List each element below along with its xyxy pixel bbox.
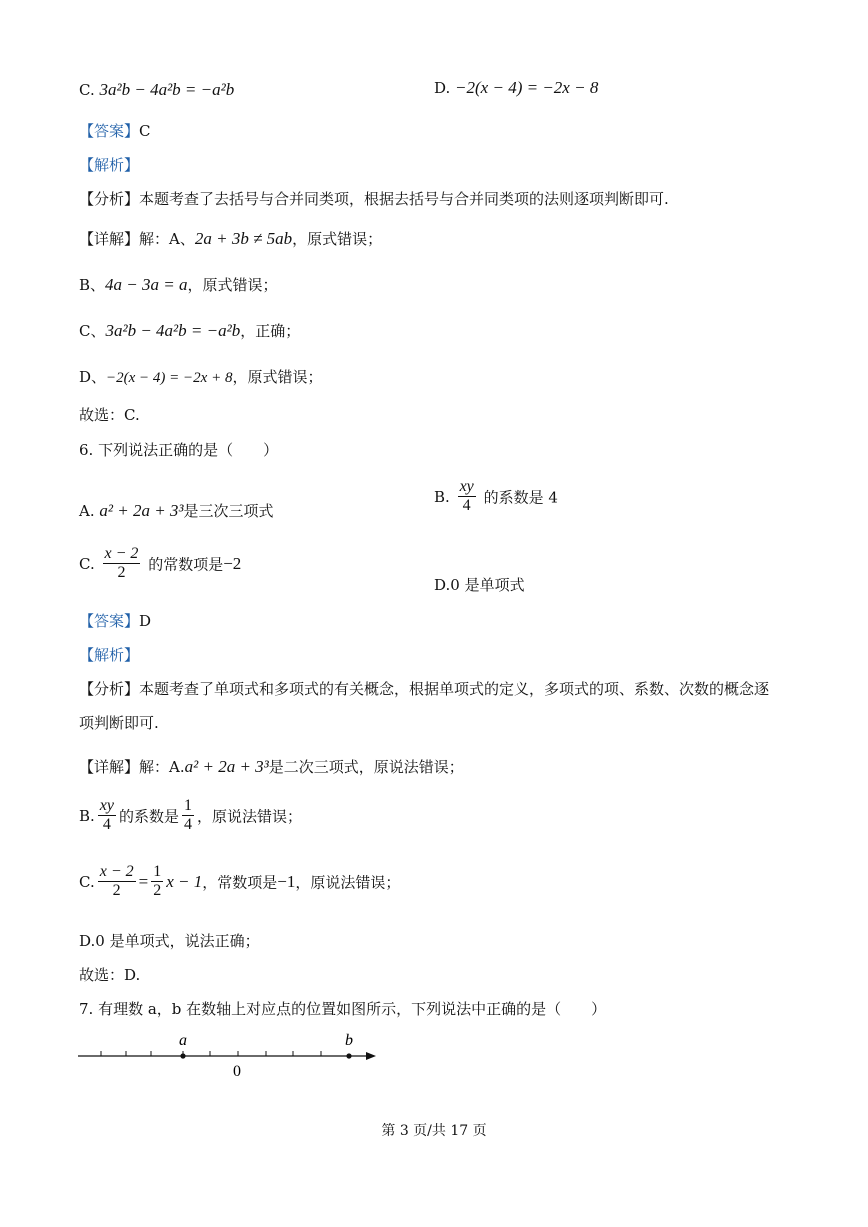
q5-analysis-heading [79,154,139,175]
q5-detail-b [79,274,278,295]
fraction-numerator: x − 2 [103,545,141,564]
fraction-denominator: 4 [462,497,471,515]
detail-suffix: ，原式错误； [187,276,278,294]
q6-fenxi-line1 [79,678,769,699]
fenxi-tag: 【分析】 [79,680,140,698]
math-expression: 4a − 3a = a [105,275,188,294]
label-a: a [179,1032,187,1049]
answer-tag: 【答案】 [79,612,140,630]
fenxi-text: 本题考查了单项式和多项式的有关概念，根据单项式的定义，多项式的项、系数、次数的概念逐 [139,680,770,698]
fraction [458,478,476,516]
fraction-denominator: 4 [102,816,111,834]
detail-prefix: B. [79,806,95,825]
answer-tag: 【答案】 [79,122,140,140]
equals-sign: = [138,871,149,891]
math-expression: 2a + 3b ≠ 5ab [194,229,293,248]
answer-value: D [139,612,152,630]
q5-detail-d [79,366,322,387]
option-label: D. [434,79,451,97]
fraction-denominator: 4 [184,816,193,834]
choose-text: 故选：C. [79,406,140,424]
math-expression: a² + 2a + 3³ [99,501,184,520]
fraction [103,545,141,583]
detail-suffix: ，原说法错误； [197,807,303,826]
q6-answer [79,610,151,631]
math-expression: −2(x − 4) = −2x + 8 [106,370,233,386]
analysis-tag: 【解析】 [79,646,140,664]
q6-detail-d [79,930,260,951]
option-label: C. [79,81,95,99]
math-expression: −2(x − 4) = −2x − 8 [455,78,599,97]
math-expression: x − 1 [166,871,203,891]
q6-option-b [434,478,558,516]
math-value: −1 [277,871,296,891]
q5-detail-c [79,320,300,341]
point-b [346,1053,351,1058]
q5-choose [79,404,140,425]
q7-stem [79,998,606,1019]
q6-fenxi-line2 [79,712,159,733]
question-stem: 6. 下列说法正确的是（ ） [79,441,279,459]
detail-suffix: ，常数项是 [202,873,278,892]
detail-prefix: D、 [79,368,107,386]
fraction [98,797,116,835]
detail-prefix: C. [79,872,95,891]
tick-marks [101,1051,321,1056]
label-zero: 0 [233,1063,241,1080]
detail-suffix: ，正确； [240,322,301,340]
fraction-numerator: 1 [182,797,194,816]
q5-option-c [79,80,234,100]
fraction [98,863,136,901]
question-stem: 7. 有理数 a，b 在数轴上对应点的位置如图所示，下列说法中正确的是（ ） [79,1000,607,1018]
detail-prefix: 解：A、 [139,230,195,248]
detail-suffix: ，原式错误； [292,230,383,248]
option-label: C. [79,554,95,573]
math-expression: 3a²b − 4a²b = −a²b [99,80,235,99]
math-expression: 3a²b − 4a²b = −a²b [105,321,241,340]
fenxi-text: 项判断即可. [79,714,159,732]
arrow-head-icon [366,1052,376,1060]
option-label: D. [434,576,451,594]
q6-choose [79,964,140,985]
option-text: 是三次三项式 [183,502,274,520]
q6-option-a [79,500,274,521]
q6-detail-c [79,863,400,901]
q6-analysis-heading [79,644,139,665]
detail-suffix: 是二次三项式，原说法错误； [268,758,464,776]
detail-suffix: ，原式错误； [232,368,323,386]
option-label: B. [434,487,450,506]
q6-option-d [434,574,525,595]
point-a [180,1053,185,1058]
detail-suffix: ，原说法错误； [295,873,401,892]
fraction-numerator: xy [458,478,476,497]
q6-detail-a [79,756,464,777]
fraction-denominator: 2 [153,882,162,900]
fraction-numerator: xy [98,797,116,816]
q5-fenxi [79,188,669,209]
detail-prefix: C、 [79,322,106,340]
fraction [182,797,194,835]
option-text: 的常数项是 [148,555,224,574]
label-b: b [345,1032,353,1049]
fraction-denominator: 2 [112,882,121,900]
detail-text: 的系数是 [119,807,180,826]
detail-prefix: 解：A. [139,758,185,776]
fraction [151,863,163,901]
q5-detail-a [79,228,382,249]
q6-detail-b [79,797,302,835]
analysis-tag: 【解析】 [79,156,140,174]
detail-prefix: B、 [79,276,106,294]
q5-answer [79,120,151,141]
option-text: 的系数是 4 [483,488,558,507]
fraction-numerator: x − 2 [98,863,136,882]
fenxi-tag: 【分析】 [79,190,140,208]
page-footer: 第 3 页/共 17 页 [381,1123,487,1139]
option-label: A. [79,502,95,520]
answer-value: C [139,122,151,140]
q6-stem [79,439,278,460]
fenxi-text: 本题考查了去括号与合并同类项，根据去括号与合并同类项的法则逐项判断即可. [139,190,669,208]
choose-text: 故选：D. [79,966,141,984]
fraction-numerator: 1 [151,863,163,882]
detail-text: D.0 是单项式，说法正确； [79,932,260,950]
q5-option-d [434,78,598,98]
math-expression: a² + 2a + 3³ [184,757,269,776]
number-line-figure [70,1025,390,1085]
option-text: 0 是单项式 [450,576,525,594]
detail-tag: 【详解】 [79,758,140,776]
q6-option-c [79,545,241,583]
fraction-denominator: 2 [117,564,126,582]
math-value: −2 [223,553,242,573]
detail-tag: 【详解】 [79,230,140,248]
